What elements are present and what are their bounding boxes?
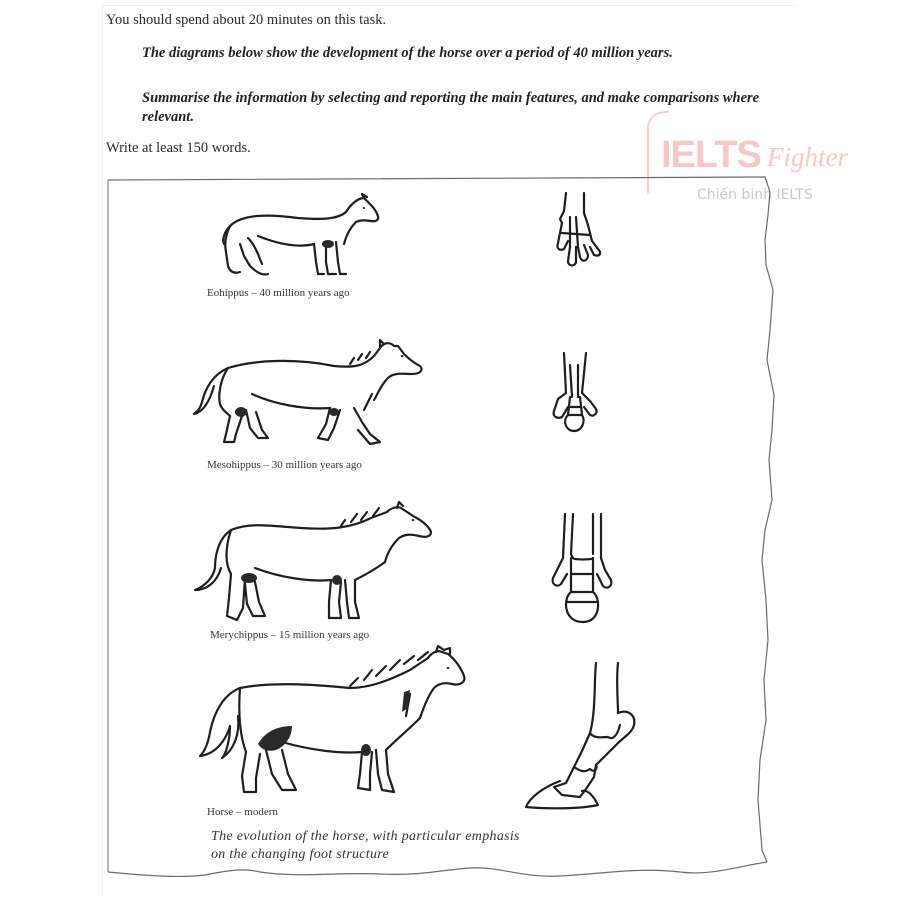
time-instruction: You should spend about 20 minutes on this task. bbox=[106, 12, 387, 28]
mesohippus-illustration bbox=[194, 338, 424, 450]
word-requirement: Write at least 150 words. bbox=[106, 140, 251, 156]
merychippus-foot-structure bbox=[551, 512, 613, 626]
figure-caption bbox=[211, 828, 520, 864]
watermark-brand-bold: IELTS bbox=[661, 134, 761, 176]
stage-label-eohippus: Eohippus – 40 million years ago bbox=[207, 287, 350, 299]
watermark-tagline: Chiến binh IELTS bbox=[697, 187, 813, 203]
merychippus-illustration bbox=[191, 498, 433, 628]
eohippus-illustration bbox=[218, 192, 380, 280]
figure-caption-line1: The evolution of the horse, with particular emphasis bbox=[211, 829, 520, 844]
task-prompt-description: The diagrams below show the development of the horse over a period of 40 million years. bbox=[142, 45, 673, 61]
stage-label-merychippus: Merychippus – 15 million years ago bbox=[210, 629, 370, 641]
mesohippus-foot-structure bbox=[552, 351, 600, 435]
stage-label-modern-horse: Horse – modern bbox=[207, 806, 278, 818]
eohippus-foot-structure bbox=[554, 191, 604, 273]
modern-horse-illustration bbox=[200, 646, 466, 802]
stage-label-mesohippus: Mesohippus – 30 million years ago bbox=[207, 459, 362, 471]
modern-horse-foot-structure bbox=[524, 661, 640, 809]
task-prompt-instruction: Summarise the information by selecting and reporting the main features, and make comparisons where relevant. bbox=[142, 90, 760, 125]
watermark-brand-script: Fighter bbox=[767, 142, 848, 172]
figure-caption-line2: on the changing foot structure bbox=[211, 847, 390, 862]
